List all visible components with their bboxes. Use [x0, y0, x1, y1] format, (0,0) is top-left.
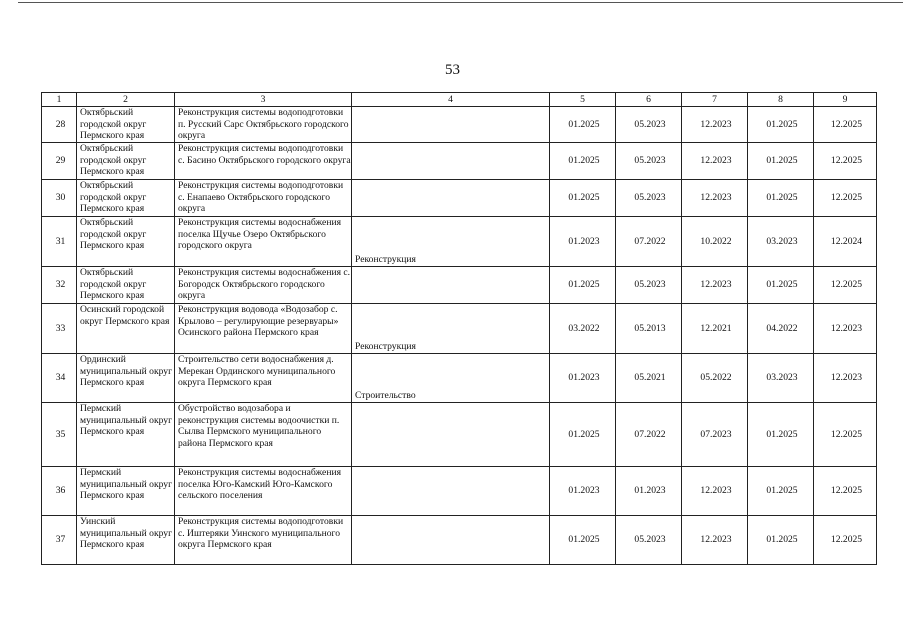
date-cell: 05.2023 [616, 180, 682, 217]
date-cell: 12.2023 [814, 354, 877, 403]
table-row [42, 516, 877, 565]
row-number: 37 [42, 516, 77, 565]
date-cell: 05.2023 [616, 143, 682, 180]
municipality-cell: Уинский муниципальный округ Пермского края [77, 516, 175, 565]
date-cell: 01.2023 [550, 354, 616, 403]
work-type-cell: Реконструкция [352, 217, 550, 267]
date-cell: 12.2025 [814, 467, 877, 516]
date-cell: 12.2023 [682, 267, 748, 304]
table-row [42, 354, 877, 403]
row-number: 31 [42, 217, 77, 267]
object-cell: Реконструкция системы водоподготовки с. Енапаево Октябрьского городского округа [175, 180, 352, 217]
date-cell: 12.2023 [814, 304, 877, 354]
municipality-cell: Октябрьский городской округ Пермского края [77, 180, 175, 217]
work-type-cell [352, 143, 550, 180]
row-number: 28 [42, 107, 77, 143]
municipality-cell: Октябрьский городской округ Пермского края [77, 217, 175, 267]
date-cell: 12.2023 [682, 180, 748, 217]
column-header: 6 [616, 93, 682, 107]
date-cell: 01.2023 [616, 467, 682, 516]
municipality-cell: Октябрьский городской округ Пермского края [77, 267, 175, 304]
column-header: 7 [682, 93, 748, 107]
work-type-cell: Строительство [352, 354, 550, 403]
work-type-cell [352, 180, 550, 217]
date-cell: 12.2025 [814, 180, 877, 217]
date-cell: 01.2025 [748, 403, 814, 467]
object-cell: Реконструкция системы водоподготовки с. Иштеряки Уинского муниципального округа Пермского края [175, 516, 352, 565]
date-cell: 07.2022 [616, 217, 682, 267]
date-cell: 05.2023 [616, 516, 682, 565]
date-cell: 01.2025 [550, 143, 616, 180]
table-row [42, 267, 877, 304]
header-row [42, 93, 877, 107]
municipality-cell: Осинский городской округ Пермского края [77, 304, 175, 354]
object-cell: Реконструкция системы водоподготовки с. Басино Октябрьского городского округа [175, 143, 352, 180]
date-cell: 01.2025 [550, 267, 616, 304]
table-row [42, 304, 877, 354]
date-cell: 01.2025 [748, 267, 814, 304]
object-cell: Обустройство водозабора и реконструкция системы водоочистки п. Сылва Пермского муниципального района Пермского края [175, 403, 352, 467]
table-row [42, 180, 877, 217]
date-cell: 12.2025 [814, 143, 877, 180]
row-number: 36 [42, 467, 77, 516]
work-type-cell: Реконструкция [352, 304, 550, 354]
date-cell: 12.2024 [814, 217, 877, 267]
municipality-cell: Октябрьский городской округ Пермского края [77, 143, 175, 180]
work-type-cell [352, 403, 550, 467]
column-header: 8 [748, 93, 814, 107]
work-type-cell [352, 467, 550, 516]
work-type-cell [352, 267, 550, 304]
date-cell: 05.2022 [682, 354, 748, 403]
date-cell: 01.2025 [748, 467, 814, 516]
table-row [42, 143, 877, 180]
column-header: 5 [550, 93, 616, 107]
date-cell: 12.2025 [814, 516, 877, 565]
work-type-cell [352, 107, 550, 143]
municipality-cell: Пермский муниципальный округ Пермского края [77, 467, 175, 516]
object-cell: Реконструкция системы водоснабжения поселка Юго-Камский Юго-Камского сельского поселения [175, 467, 352, 516]
municipality-cell: Октябрьский городской округ Пермского края [77, 107, 175, 143]
row-number: 33 [42, 304, 77, 354]
object-cell: Строительство сети водоснабжения д. Мерекан Ординского муниципального округа Пермского края [175, 354, 352, 403]
table-row [42, 467, 877, 516]
work-type-cell [352, 516, 550, 565]
date-cell: 01.2025 [748, 143, 814, 180]
object-cell: Реконструкция водовода «Водозабор с. Крылово – регулирующие резервуары» Осинского района Пермского края [175, 304, 352, 354]
date-cell: 12.2023 [682, 143, 748, 180]
page-number: 53 [445, 62, 460, 78]
date-cell: 05.2013 [616, 304, 682, 354]
date-cell: 01.2025 [748, 516, 814, 565]
object-cell: Реконструкция системы водоподготовки п. Русский Сарс Октябрьского городского округа [175, 107, 352, 143]
date-cell: 12.2023 [682, 516, 748, 565]
row-number: 30 [42, 180, 77, 217]
date-cell: 04.2022 [748, 304, 814, 354]
table-row [42, 217, 877, 267]
date-cell: 01.2025 [550, 180, 616, 217]
date-cell: 12.2025 [814, 267, 877, 304]
table-row [42, 107, 877, 143]
municipality-cell: Ординский муниципальный округ Пермского края [77, 354, 175, 403]
object-cell: Реконструкция системы водоснабжения с. Богородск Октябрьского городского округа [175, 267, 352, 304]
date-cell: 12.2025 [814, 107, 877, 143]
column-header: 9 [814, 93, 877, 107]
date-cell: 12.2023 [682, 467, 748, 516]
date-cell: 01.2023 [550, 467, 616, 516]
date-cell: 12.2023 [682, 107, 748, 143]
top-rule [18, 2, 903, 3]
object-cell: Реконструкция системы водоснабжения поселка Щучье Озеро Октябрьского городского округа [175, 217, 352, 267]
municipality-cell: Пермский муниципальный округ Пермского края [77, 403, 175, 467]
date-cell: 03.2023 [748, 354, 814, 403]
date-cell: 12.2021 [682, 304, 748, 354]
row-number: 35 [42, 403, 77, 467]
date-cell: 01.2025 [748, 107, 814, 143]
row-number: 32 [42, 267, 77, 304]
column-header: 4 [352, 93, 550, 107]
date-cell: 07.2022 [616, 403, 682, 467]
date-cell: 01.2023 [550, 217, 616, 267]
date-cell: 07.2023 [682, 403, 748, 467]
column-header: 2 [77, 93, 175, 107]
row-number: 34 [42, 354, 77, 403]
table-row [42, 403, 877, 467]
column-header: 1 [42, 93, 77, 107]
date-cell: 12.2025 [814, 403, 877, 467]
date-cell: 01.2025 [550, 516, 616, 565]
date-cell: 01.2025 [550, 107, 616, 143]
data-table [41, 92, 877, 565]
date-cell: 01.2025 [748, 180, 814, 217]
date-cell: 03.2023 [748, 217, 814, 267]
date-cell: 05.2023 [616, 107, 682, 143]
date-cell: 03.2022 [550, 304, 616, 354]
date-cell: 05.2023 [616, 267, 682, 304]
row-number: 29 [42, 143, 77, 180]
date-cell: 05.2021 [616, 354, 682, 403]
column-header: 3 [175, 93, 352, 107]
date-cell: 01.2025 [550, 403, 616, 467]
date-cell: 10.2022 [682, 217, 748, 267]
